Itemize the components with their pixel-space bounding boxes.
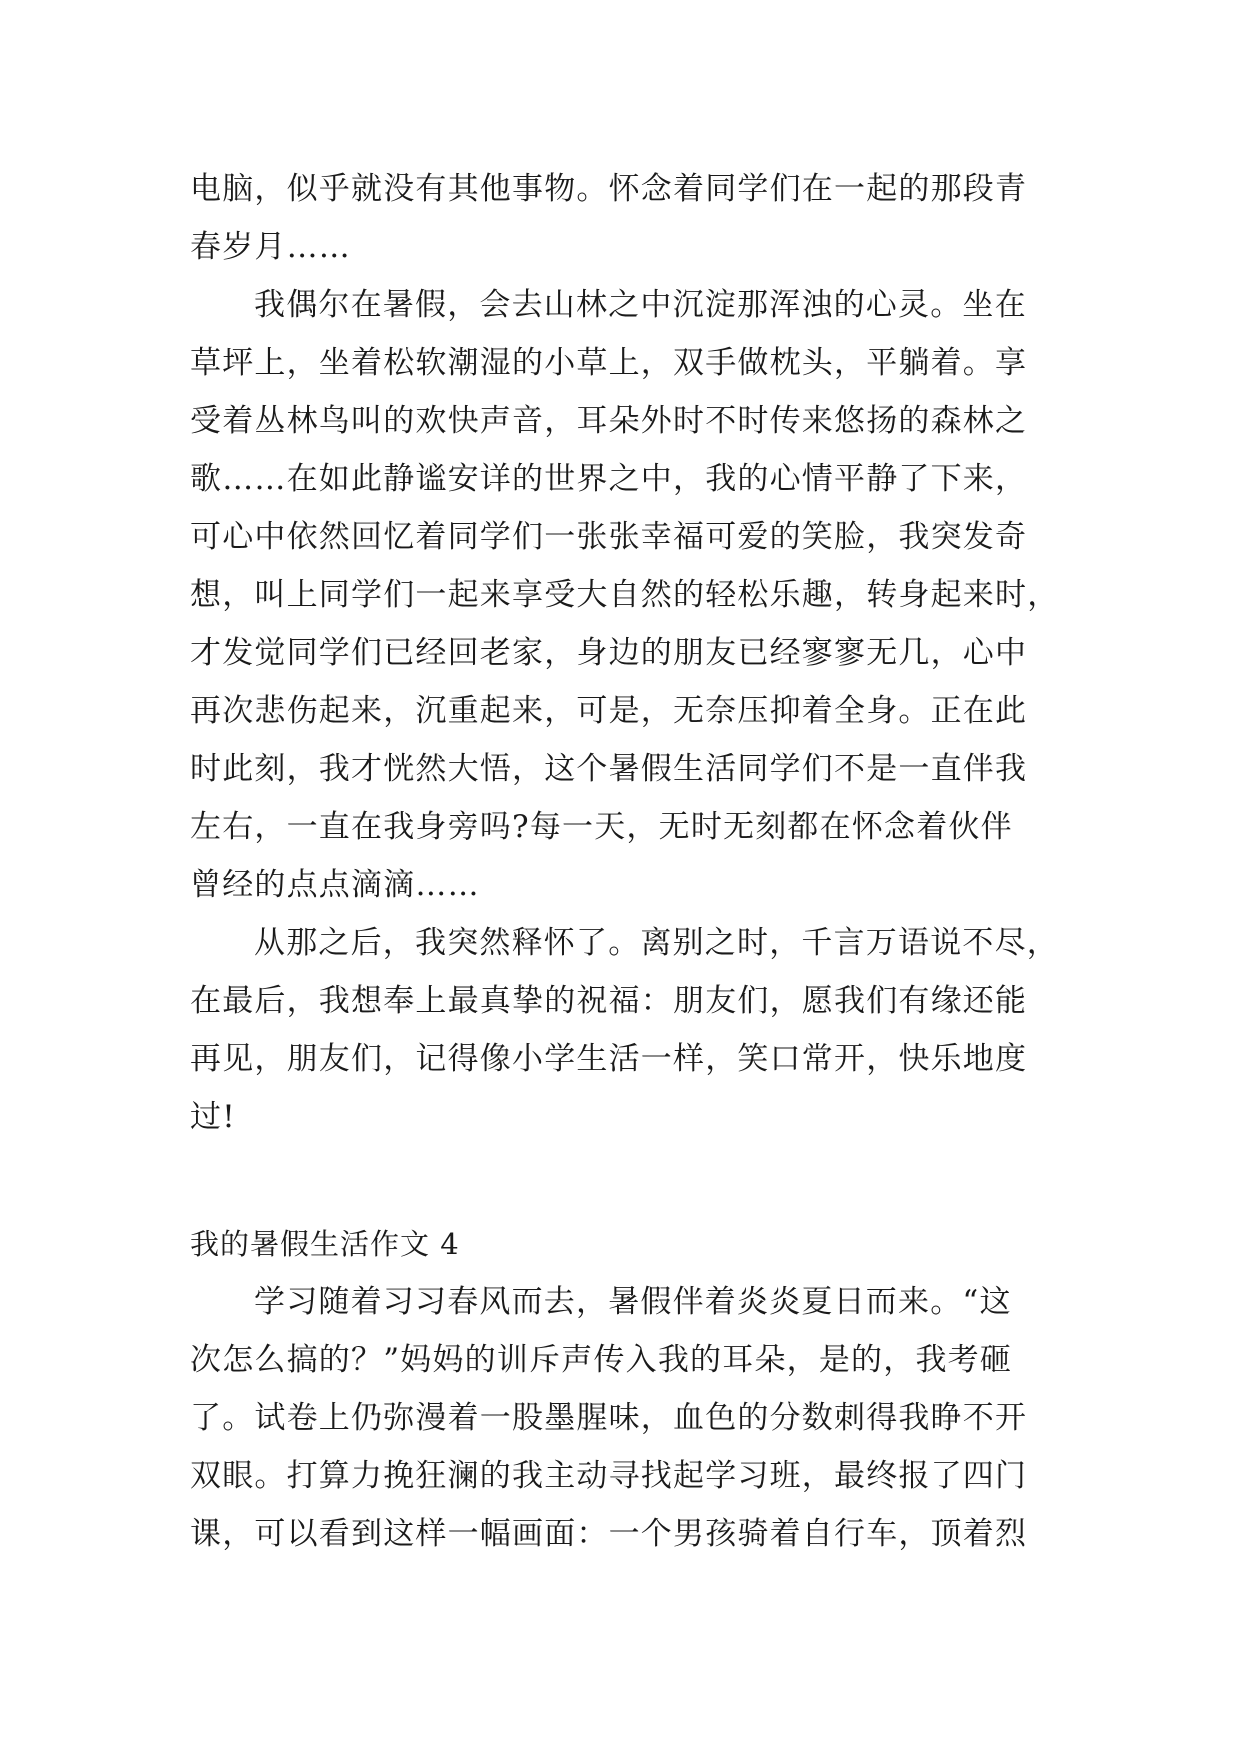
paragraph-3 [190,914,1060,1146]
text-line: 学习随着习习春风而去，暑假伴着炎炎夏日而来。“这 [254,1284,1012,1320]
text-line: 课，可以看到这样一幅画面：一个男孩骑着自行车，顶着烈 [190,1516,1028,1552]
paragraph-4 [190,1273,1060,1563]
text-line: 想，叫上同学们一起来享受大自然的轻松乐趣，转身起来时， [190,577,1060,613]
text-line: 我偶尔在暑假，会去山林之中沉淀那浑浊的心灵。坐在 [254,287,1027,323]
text-line: 从那之后，我突然释怀了。离别之时，千言万语说不尽， [254,925,1059,961]
text-line: 时此刻，我才恍然大悟，这个暑假生活同学们不是一直伴我 [190,751,1028,787]
text-line: 再次悲伤起来，沉重起来，可是，无奈压抑着全身。正在此 [190,693,1028,729]
text-line: 过! [190,1099,236,1135]
text-line: 才发觉同学们已经回老家，身边的朋友已经寥寥无几，心中 [190,635,1028,671]
text-line: 了。试卷上仍弥漫着一股墨腥味，血色的分数刺得我睁不开 [190,1400,1028,1436]
text-line: 草坪上，坐着松软潮湿的小草上，双手做枕头，平躺着。享 [190,345,1028,381]
text-line: 左右，一直在我身旁吗?每一天，无时无刻都在怀念着伙伴 [190,809,1013,845]
text-line: 歌……在如此静谧安详的世界之中，我的心情平静了下来， [190,461,1028,497]
text-line: 双眼。打算力挽狂澜的我主动寻找起学习班，最终报了四门 [190,1458,1028,1494]
essay-title: 我的暑假生活作文 4 [190,1227,460,1261]
section-heading [190,1215,1060,1273]
text-line: 再见，朋友们，记得像小学生活一样，笑口常开，快乐地度 [190,1041,1028,1077]
text-line: 受着丛林鸟叫的欢快声音，耳朵外时不时传来悠扬的森林之 [190,403,1028,439]
text-line: 春岁月…… [190,229,351,265]
text-line: 在最后，我想奉上最真挚的祝福：朋友们，愿我们有缘还能 [190,983,1028,1019]
paragraph-1 [190,160,1060,276]
text-line: 可心中依然回忆着同学们一张张幸福可爱的笑脸，我突发奇 [190,519,1028,555]
text-line: 曾经的点点滴滴…… [190,867,480,903]
text-line: 次怎么搞的？”妈妈的训斥声传入我的耳朵，是的，我考砸 [190,1342,1013,1378]
text-line: 电脑，似乎就没有其他事物。怀念着同学们在一起的那段青 [190,171,1028,207]
paragraph-2 [190,276,1060,914]
